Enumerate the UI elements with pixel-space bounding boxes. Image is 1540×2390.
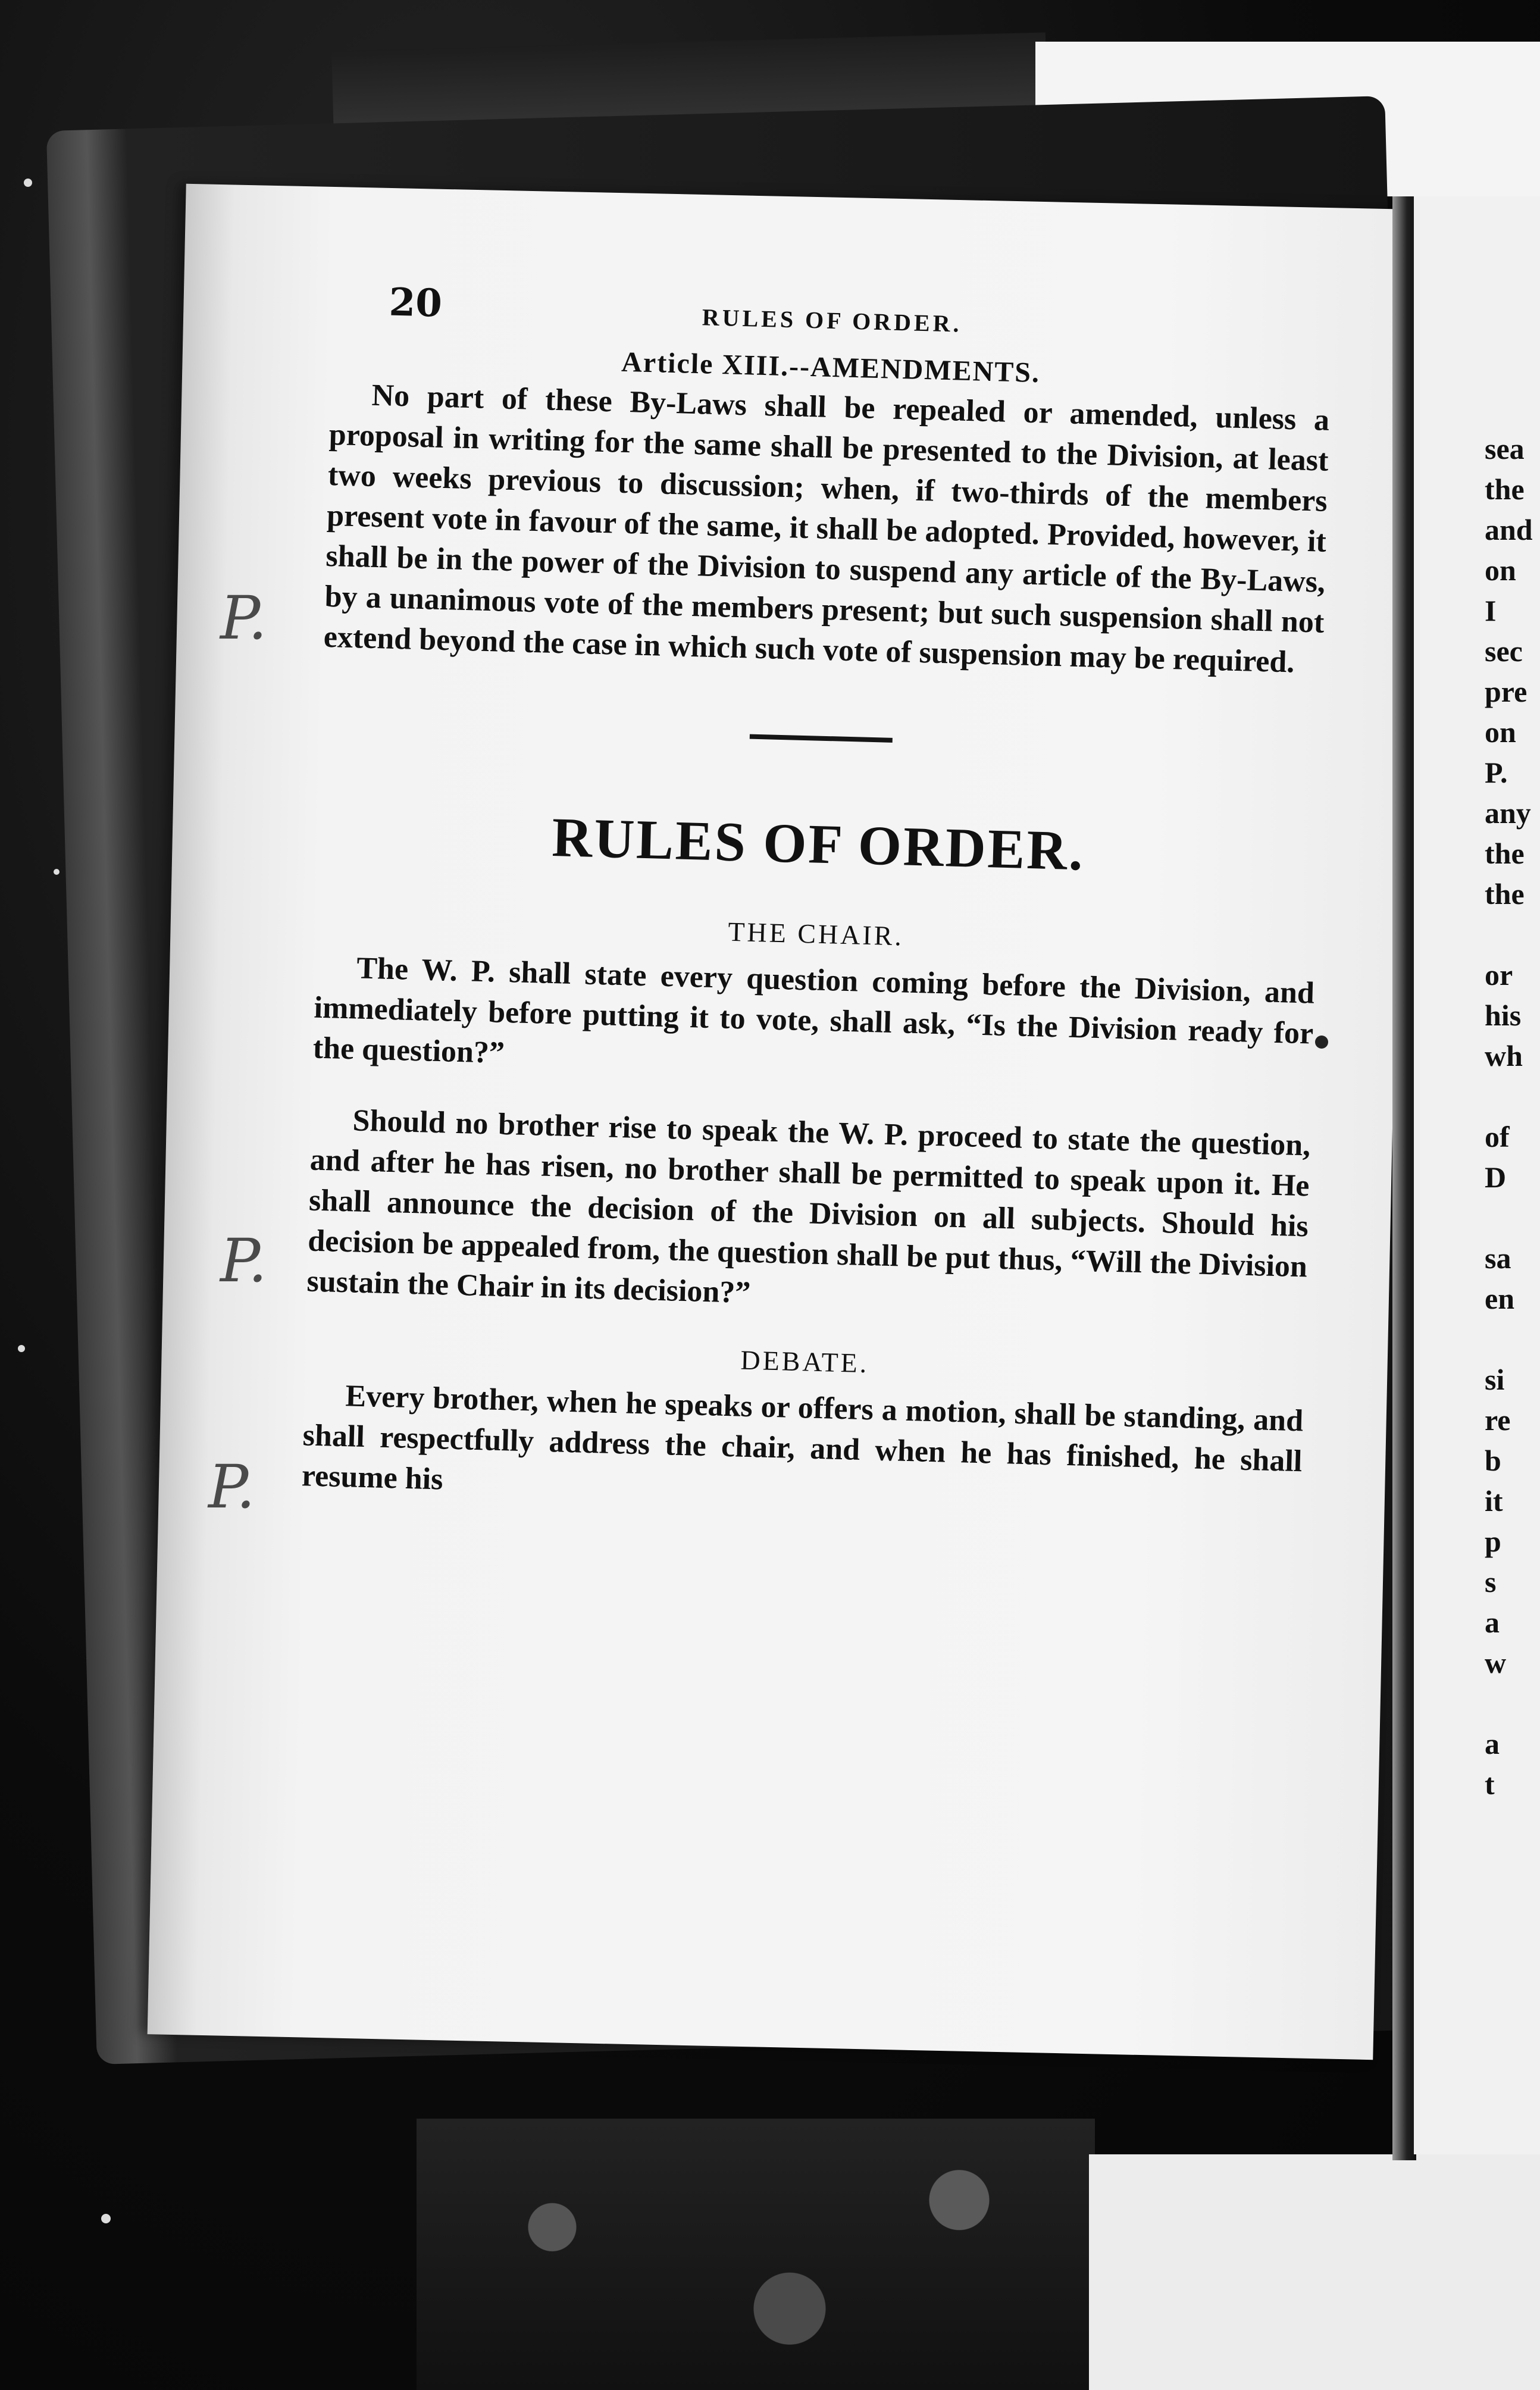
page-number: 20 xyxy=(388,280,443,326)
facing-page-fragment: wh xyxy=(1485,1039,1523,1072)
facing-page-fragment: a xyxy=(1485,1727,1500,1760)
facing-page-fragment: and xyxy=(1485,513,1533,546)
facing-page-fragment xyxy=(1485,1683,1540,1723)
facing-page-fragment: re xyxy=(1485,1403,1511,1437)
patterned-cloth-bottom xyxy=(417,2119,1095,2390)
facing-page-fragment: it xyxy=(1485,1484,1503,1518)
dust-speck xyxy=(18,1345,25,1352)
facing-page-fragment: the xyxy=(1485,837,1525,870)
debate-paragraph-1: Every brother, when he speaks or offers a motion, shall be standing, and shall respectfully address the chair, and when he has finished, he shall resume his xyxy=(301,1379,1304,1497)
chair-heading: THE CHAIR. xyxy=(727,916,904,952)
facing-page-fragment: or xyxy=(1485,958,1513,991)
facing-page-fragment: en xyxy=(1485,1282,1514,1315)
facing-page-fragment: b xyxy=(1485,1444,1501,1477)
facing-page-fragment: p xyxy=(1485,1525,1501,1558)
facing-page-fragment xyxy=(1485,914,1540,955)
facing-page-fragment: of xyxy=(1485,1120,1510,1153)
running-head: RULES OF ORDER. xyxy=(702,304,963,337)
dust-speck xyxy=(24,179,32,187)
facing-page-fragment: his xyxy=(1485,999,1522,1032)
article-body: No part of these By-Laws shall be repealed or amended, unless a proposal in writing for the same shall be presented to the Division, at least two weeks previous to discussion; when, if two-thirds of the members present vote in favour of the same, it shall be adopted. Provided, however, it shall be in the power of the Division to suspend any article of the By-Laws, by a unanimous vote of the members present; but such suspension shall not extend beyond the case in which such vote of suspension may be required. xyxy=(323,378,1330,680)
section-divider xyxy=(750,734,893,743)
facing-page-fragment: the xyxy=(1485,877,1525,911)
section-title: RULES OF ORDER. xyxy=(551,806,1086,883)
facing-page-fragment: t xyxy=(1485,1768,1495,1801)
facing-page-fragment: s xyxy=(1485,1565,1497,1598)
backing-sheet-bottom xyxy=(1089,2154,1540,2390)
ink-blot xyxy=(1315,1036,1328,1049)
margin-note: P. xyxy=(220,1226,267,1296)
facing-page-fragment: w xyxy=(1485,1646,1507,1679)
facing-page-fragment: D xyxy=(1485,1160,1507,1194)
facing-page-text xyxy=(1485,428,1540,1804)
facing-page-fragment xyxy=(1485,1319,1540,1359)
article-title: Article XIII.--AMENDMENTS. xyxy=(621,346,1041,389)
facing-page-fragment: a xyxy=(1485,1606,1500,1639)
facing-page-fragment: any xyxy=(1485,796,1531,830)
facing-page-fragment: sea xyxy=(1485,432,1525,465)
facing-page-fragment: si xyxy=(1485,1363,1505,1396)
page-text xyxy=(301,267,1333,1522)
facing-page-fragment xyxy=(1485,1076,1540,1116)
facing-page-fragment: I xyxy=(1485,594,1497,627)
facing-page-fragment: on xyxy=(1485,553,1516,587)
facing-page-fragment: pre xyxy=(1485,675,1528,708)
chair-paragraph-2: Should no brother rise to speak the W. P. proceed to state the question, and after he has risen, no brother shall be permitted to speak upon it. He shall announce the decision of the Division on all subjects. Should his decision be appealed from, the question shall be put thus, “Will the Division sustain the Chair in its decision?” xyxy=(306,1103,1311,1310)
margin-note: P. xyxy=(220,583,267,653)
margin-note: P. xyxy=(208,1452,255,1522)
facing-page-fragment: sa xyxy=(1485,1241,1511,1275)
facing-page-fragment xyxy=(1485,1197,1540,1238)
debate-heading: DEBATE. xyxy=(740,1344,869,1379)
facing-page-fragment: sec xyxy=(1485,634,1523,668)
dust-speck xyxy=(101,2214,111,2223)
chair-paragraph-1: The W. P. shall state every question coming before the Division, and immediately before putting it to vote, shall ask, “Is the Division ready for the question?” xyxy=(312,951,1315,1070)
facing-page-fragment: P. xyxy=(1485,756,1508,789)
dust-speck xyxy=(54,869,60,875)
facing-page-fragment: the xyxy=(1485,473,1525,506)
facing-page-fragment: on xyxy=(1485,715,1516,749)
